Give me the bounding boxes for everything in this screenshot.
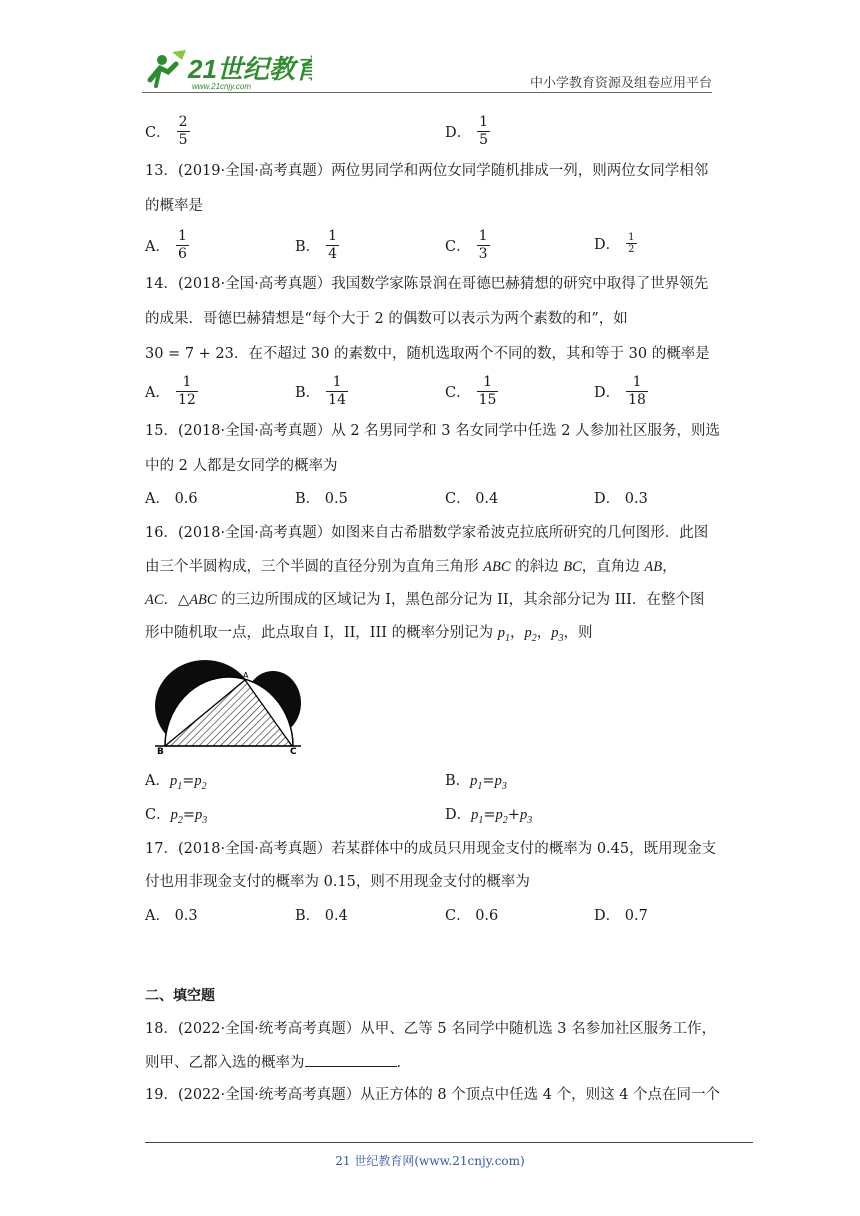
- q16-option-a: A．$p_1=p_2$: [145, 773, 207, 792]
- section-title-fill-blank: 二、填空题: [145, 988, 215, 1004]
- q15-option-c: C． 0.4: [445, 491, 499, 507]
- q17-option-d: D． 0.7: [594, 908, 648, 924]
- q13-option-b: B． $\frac{1}{4}$: [295, 228, 338, 262]
- q15-line2: 中的 2 人都是女同学的概率为: [145, 458, 338, 474]
- q13-line1: 13．(2019·全国·高考真题）两位男同学和两位女同学随机排成一列，则两位女同学相邻: [145, 163, 709, 179]
- site-logo: [142, 46, 312, 92]
- q14-option-c: C． $\frac{1}{15}$: [445, 374, 497, 408]
- footer-divider: [145, 1142, 753, 1143]
- logo-url: www.21cnjy.com: [192, 82, 251, 91]
- logo-text: 21世纪教育: [188, 54, 312, 84]
- q13-option-c: C． $\frac{1}{3}$: [445, 228, 488, 262]
- q13-option-a: A． $\frac{1}{6}$: [145, 228, 187, 262]
- q16-line1: 16．(2018·全国·高考真题）如图来自古希腊数学家希波克拉底所研究的几何图形．此图: [145, 525, 709, 541]
- q16-option-c: C．$p_2=p_3$: [145, 807, 208, 826]
- q14-option-d: D． $\frac{1}{18}$: [594, 374, 646, 408]
- q14-line3: 30 = 7 + 23．在不超过 30 的素数中，随机选取两个不同的数，其和等于 30 的概率是: [145, 346, 710, 362]
- q15-option-b: B． 0.5: [295, 491, 348, 507]
- hippocrates-lune-figure: [145, 658, 311, 756]
- q12-option-d: D． $\frac{1}{5}$: [445, 114, 489, 148]
- q18-line2: 则甲、乙都入选的概率为 ．: [145, 1052, 411, 1074]
- vertex-c-label: C: [290, 747, 297, 756]
- q17-line1: 17．(2018·全国·高考真题）若某群体中的成员只用现金支付的概率为 0.45，既用现金支: [145, 841, 717, 857]
- q16-option-b: B．$p_1=p_3$: [445, 773, 507, 792]
- q13-line2: 的概率是: [145, 198, 203, 214]
- q17-line2: 付也用非现金支付的概率为 0.15，则不用现金支付的概率为: [145, 874, 530, 890]
- q18-line1: 18．(2022·全国·统考高考真题）从甲、乙等 5 名同学中随机选 3 名参加社区服务工作，: [145, 1021, 717, 1037]
- q13-option-d: D． $\frac{1}{2}$: [594, 232, 635, 255]
- vertex-b-label: B: [157, 747, 164, 756]
- q12-option-c: C． $\frac{2}{5}$: [145, 114, 188, 148]
- header-divider: [142, 92, 712, 93]
- q15-line1: 15．(2018·全国·高考真题）从 2 名男同学和 3 名女同学中任选 2 人参加社区服务，则选: [145, 423, 721, 439]
- q19-line1: 19．(2022·全国·统考高考真题）从正方体的 8 个顶点中任选 4 个，则这 4 个点在同一个: [145, 1087, 721, 1103]
- q18-answer-blank: [305, 1052, 397, 1067]
- q15-option-a: A． 0.6: [145, 491, 198, 507]
- q14-line1: 14．(2018·全国·高考真题）我国数学家陈景润在哥德巴赫猜想的研究中取得了世界领先: [145, 276, 709, 292]
- vertex-a-label: A: [243, 671, 249, 680]
- q14-option-a: A． $\frac{1}{12}$: [145, 374, 196, 408]
- q16-line4: 形中随机取一点，此点取自 I，II，III 的概率分别记为 $p_1$，$p_2$，$p_3$，则: [145, 625, 593, 644]
- q16-line3: AC．△ABC 的三边所围成的区域记为 I，黑色部分记为 II，其余部分记为 III．在整个图: [145, 592, 705, 608]
- q17-option-a: A． 0.3: [145, 908, 198, 924]
- q16-line2: 由三个半圆构成，三个半圆的直径分别为直角三角形 ABC 的斜边 BC，直角边 AB，: [145, 559, 677, 575]
- q14-line2: 的成果．哥德巴赫猜想是“每个大于 2 的偶数可以表示为两个素数的和”，如: [145, 311, 628, 327]
- q17-option-b: B． 0.4: [295, 908, 348, 924]
- q14-option-b: B． $\frac{1}{14}$: [295, 374, 346, 408]
- header-platform-text: 中小学教育资源及组卷应用平台: [529, 76, 712, 91]
- q17-option-c: C． 0.6: [445, 908, 499, 924]
- footer-site-text: 21 世纪教育网(www.21cnjy.com): [335, 1154, 525, 1168]
- runner-logo-icon: [142, 46, 312, 92]
- q16-option-d: D．$p_1=p_2+p_3$: [445, 807, 533, 826]
- q15-option-d: D． 0.3: [594, 491, 648, 507]
